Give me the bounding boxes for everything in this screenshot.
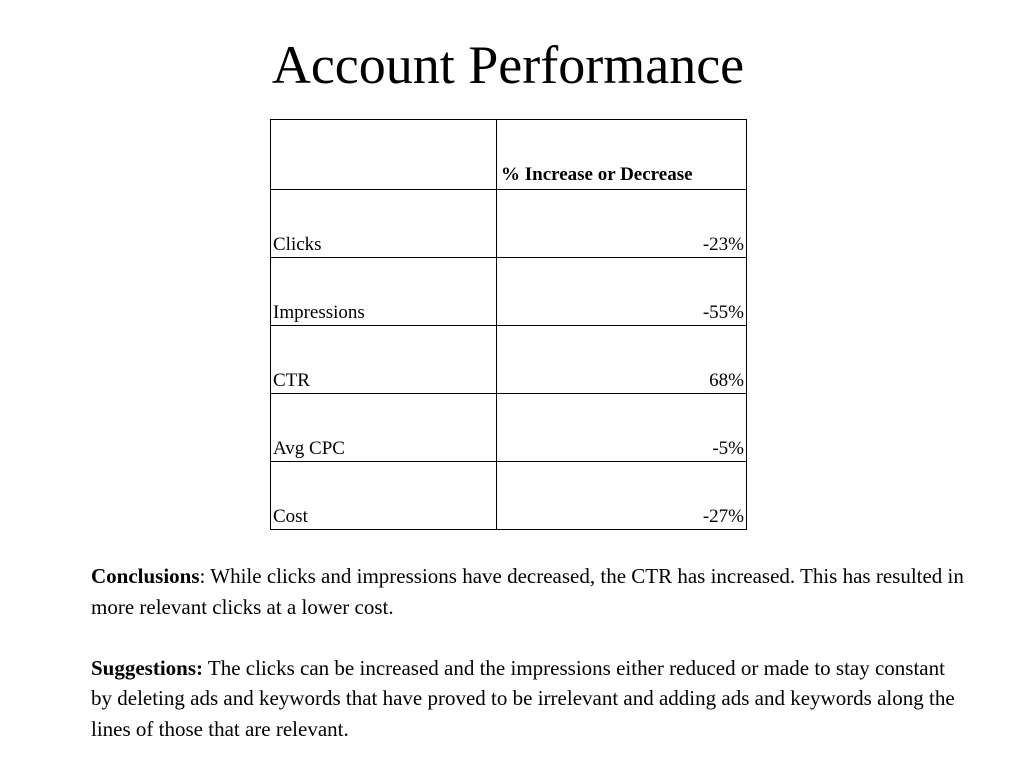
table-row (271, 326, 747, 394)
table-row (271, 394, 747, 462)
notes-section (91, 561, 971, 744)
metric-cell: CTR (271, 326, 497, 394)
change-cell: -5% (497, 394, 747, 462)
suggestions-text: The clicks can be increased and the impressions either reduced or made to stay constant by deleting ads and keywords that have proved to be irrelevant and adding ads and keywords along the lines of those that are relevant. (91, 655, 955, 741)
change-cell: 68% (497, 326, 747, 394)
metric-cell: Cost (271, 462, 497, 530)
conclusions-paragraph (91, 561, 971, 622)
suggestions-paragraph (91, 653, 971, 745)
change-cell: -23% (497, 190, 747, 258)
change-cell: -55% (497, 258, 747, 326)
slide-title: Account Performance (271, 35, 745, 95)
change-cell: -27% (497, 462, 747, 530)
header-change-cell: % Increase or Decrease (497, 120, 747, 190)
performance-table (270, 119, 747, 530)
table-row (271, 258, 747, 326)
conclusions-label: Conclusions (91, 564, 200, 588)
metric-cell: Impressions (271, 258, 497, 326)
suggestions-label: Suggestions: (91, 655, 204, 680)
table-row (271, 462, 747, 530)
metric-cell: Clicks (271, 190, 497, 258)
table-row (271, 190, 747, 258)
table-header-row (271, 120, 747, 190)
conclusions-text: : While clicks and impressions have decreased, the CTR has increased. This has resulted in more relevant clicks at a lower cost. (91, 564, 964, 619)
header-metric-cell (271, 120, 497, 190)
metric-cell: Avg CPC (271, 394, 497, 462)
